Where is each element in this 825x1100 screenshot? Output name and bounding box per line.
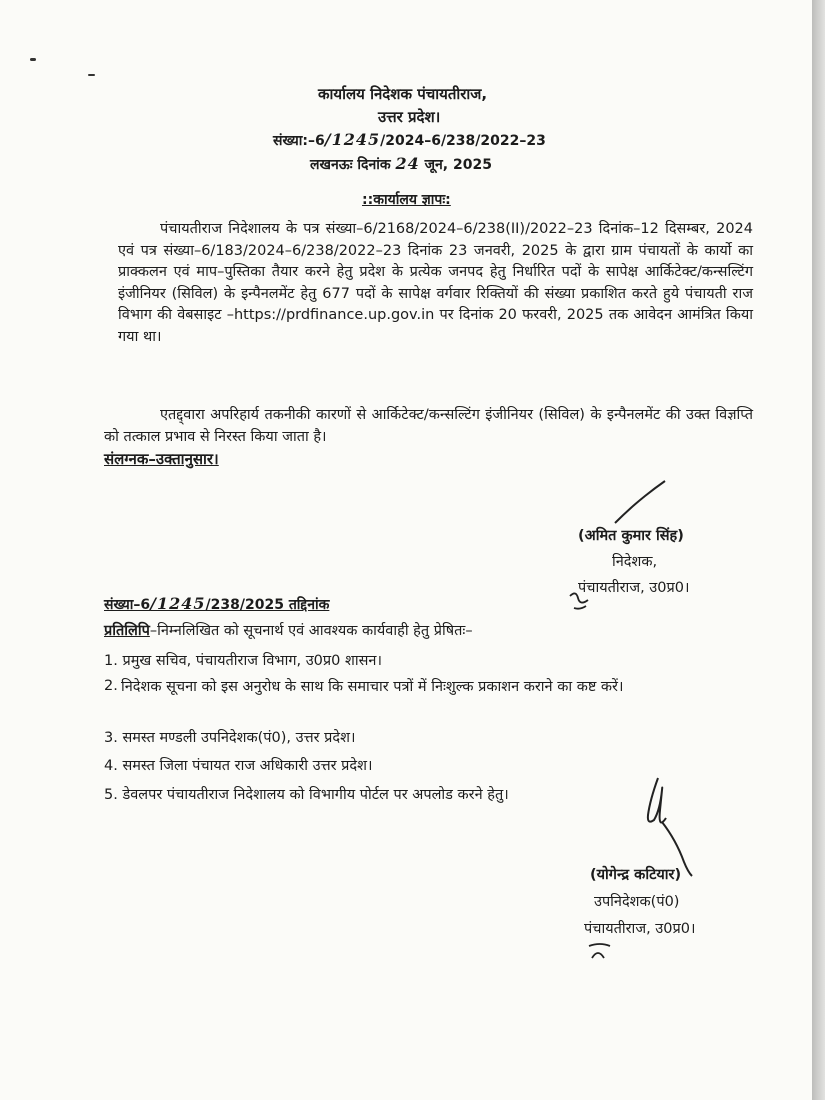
reference-handwritten: /1245 (324, 130, 381, 149)
copy-reference-handwritten: /1245 (150, 594, 206, 613)
signatory-2-designation: उपनिदेशक(पं0) (594, 894, 680, 910)
copy-heading-label: प्रतिलिपि (104, 623, 150, 639)
copy-item-text: प्रमुख सचिव, पंचायतीराज विभाग, उ0प्र0 शासन। (122, 653, 382, 669)
memo-title: ::कार्यालय ज्ञापः: (362, 192, 451, 208)
date-handwritten: 24 (395, 154, 420, 173)
copy-reference-prefix: संख्या–6 (104, 597, 151, 613)
copy-item (104, 784, 509, 804)
copy-reference-number (104, 594, 329, 614)
copy-item (104, 650, 382, 670)
signature-2-initial (586, 940, 616, 962)
copy-item (104, 727, 355, 747)
body-paragraph-1: पंचायतीराज निदेशालय के पत्र संख्या–6/2168/2024–6/238(II)/2022–23 दिनांक–12 दिसम्बर, 2024 एवं पत्र संख्या–6/183/2024–6/238/2022–23 दिनांक 23 जनवरी, 2025 के द्वारा ग्राम पंचायतों के कार्यो का प्राक्कलन एवं माप–पुस्तिका तैयार करने हेतु प्रदेश के प्रत्येक जनपद हेतु निर्धारित पदों के सापेक्ष आर्किटेक्ट/कन्सल्टिंग इंजीनियर (सिविल) के इन्पैनलमेंट हेतु 677 पदों के सापेक्ष वर्गवार रिक्तियों की संख्या प्रकाशित करते हुये पंचायती राज विभाग की वेबसाइट –https://prdfinance.up.gov.in पर दिनांक 20 फरवरी, 2025 तक आवेदन आमंत्रित किया गया था। (118, 221, 753, 345)
page-edge-shadow (812, 0, 825, 1100)
body-paragraph-2: एतद्द्वारा अपरिहार्य तकनीकी कारणों से आर्किटेक्ट/कन्सल्टिंग इंजीनियर (सिविल) के इन्पैनलमेंट की उक्त विज्ञप्ति को तत्काल प्रभाव से निरस्त किया जाता है। (104, 407, 753, 445)
ink-speck (88, 74, 95, 76)
copy-item-number: 5. (104, 787, 118, 803)
enclosure-line: संलग्नक–उक्तानुसार। (104, 450, 219, 468)
reference-prefix: संख्या:–6 (273, 133, 325, 149)
signature-1-mark (610, 478, 670, 528)
copy-item-text: समस्त मण्डली उपनिदेशक(पं0), उत्तर प्रदेश। (122, 730, 356, 746)
reference-suffix: /2024–6/238/2022–23 (380, 133, 546, 149)
copy-item-text: डेवलपर पंचायतीराज निदेशालय को विभागीय पोर्टल पर अपलोड करने हेतु। (122, 787, 509, 803)
copy-heading (104, 620, 473, 640)
copy-item-number: 1. (104, 653, 118, 669)
state-heading: उत्तर प्रदेश। (378, 108, 441, 126)
copy-heading-text: –निम्नलिखित को सूचनार्थ एवं आवश्यक कार्यवाही हेतु प्रेषितः– (149, 623, 473, 639)
copy-item (104, 755, 372, 775)
reference-number (273, 130, 546, 150)
copy-item-text: निदेशक सूचना को इस अनुरोध के साथ कि समाचार पत्रों में निःशुल्क प्रकाशन कराने का कष्ट करें। (121, 679, 624, 695)
office-heading: कार्यालय निदेशक पंचायतीराज, (318, 85, 488, 103)
signature-1-initial (566, 588, 596, 614)
date-prefix: लखनऊः दिनांक (310, 157, 391, 173)
date-suffix: जून, 2025 (424, 157, 492, 173)
copy-item-number: 2. (104, 678, 118, 694)
ink-speck (30, 58, 36, 61)
copy-item-number: 3. (104, 730, 118, 746)
signatory-1-name: (अमित कुमार सिंह) (578, 528, 684, 544)
signatory-1-designation: निदेशक, (612, 554, 658, 570)
copy-item-text: समस्त जिला पंचायत राज अधिकारी उत्तर प्रदेश। (122, 758, 373, 774)
date-line (310, 154, 492, 174)
signatory-2-name: (योगेन्द्र कटियार) (590, 867, 682, 883)
signatory-1-office: पंचायतीराज, उ0प्र0। (578, 580, 690, 596)
signatory-2-office: पंचायतीराज, उ0प्र0। (584, 921, 696, 937)
copy-reference-suffix: /238/2025 तद्दिनांक (205, 597, 330, 613)
copy-item-number: 4. (104, 758, 118, 774)
